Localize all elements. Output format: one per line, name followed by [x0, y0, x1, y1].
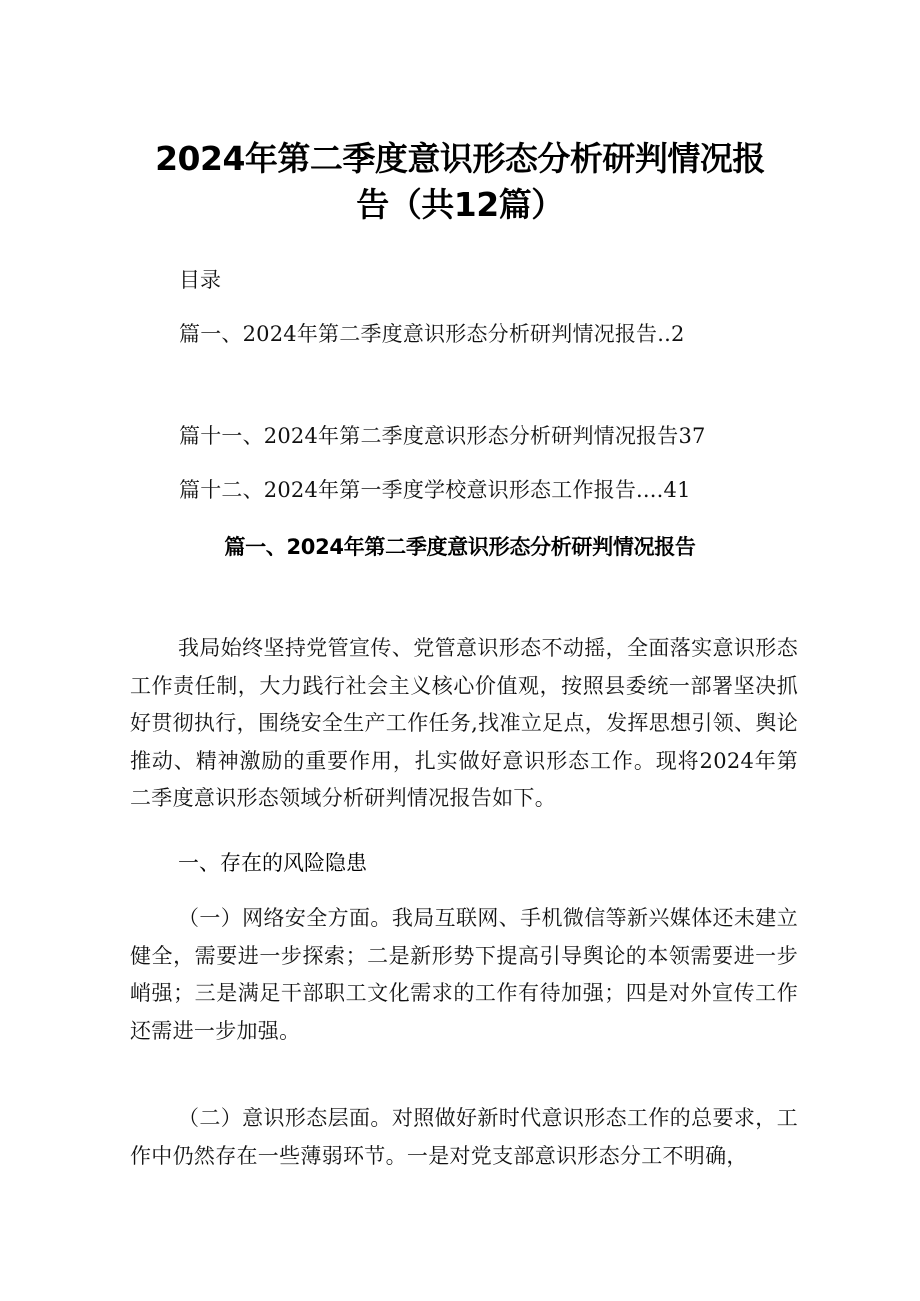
toc-heading: 目录 [179, 268, 221, 292]
paragraph-network-security: （一）网络安全方面。我局互联网、手机微信等新兴媒体还未建立健全，需要进一步探索；二是新形势下提高引导舆论的本领需要进一步峭强；三是满足干部职工文化需求的工作有待加强；四是对外宣传工作还需进一步加强。 [130, 906, 798, 1043]
section-title: 篇一、2024年第二季度意识形态分析研判情况报告 [224, 535, 696, 559]
paragraph-ideology-level: （二）意识形态层面。对照做好新时代意识形态工作的总要求，工作中仍然存在一些薄弱环节。一是对党支部意识形态分工不明确， [130, 1106, 798, 1168]
toc-entry-11[interactable]: 篇十一、2024年第二季度意识形态分析研判情况报告37 [179, 424, 706, 448]
toc-entry-1[interactable]: 篇一、2024年第二季度意识形态分析研判情况报告..2 [179, 322, 685, 346]
subheading-risks: 一、存在的风险隐患 [178, 851, 367, 875]
document-title-line-2: 告（共12篇） [356, 185, 564, 224]
document-title-line-1: 2024年第二季度意识形态分析研判情况报 [155, 139, 765, 178]
toc-entry-12[interactable]: 篇十二、2024年第一季度学校意识形态工作报告....41 [179, 478, 691, 502]
intro-paragraph: 我局始终坚持党管宣传、党管意识形态不动摇，全面落实意识形态工作责任制，大力践行社会主义核心价值观，按照县委统一部署坚决抓好贯彻执行，围绕安全生产工作任务,找准立足点，发挥思想引领、舆论推动、精神激励的重要作用，扎实做好意识形态工作。现将2024年第二季度意识形态领域分析研判情况报告如下。 [130, 636, 798, 810]
